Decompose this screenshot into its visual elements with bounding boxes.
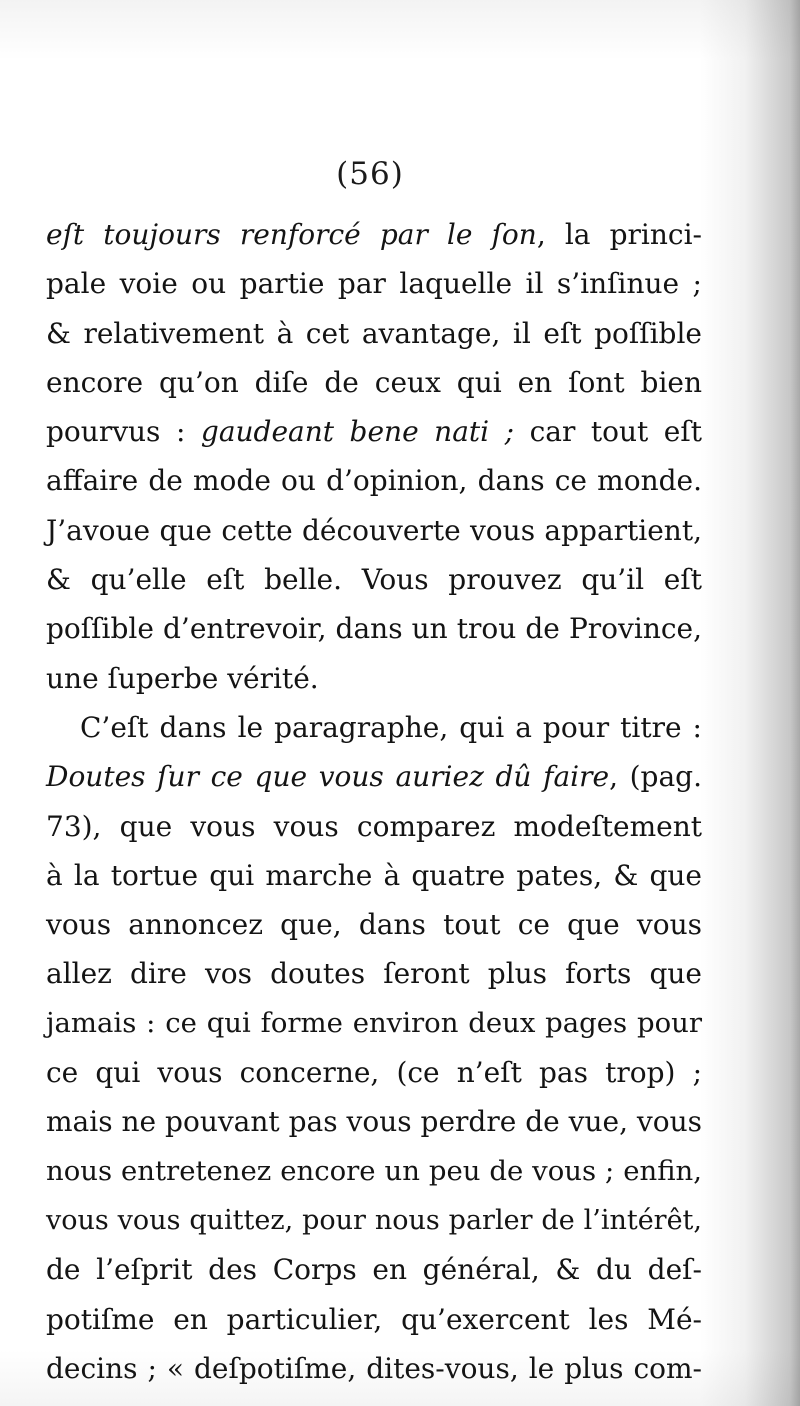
text-line <box>46 358 702 407</box>
text-line <box>46 949 702 998</box>
text-line <box>46 506 702 555</box>
text-line <box>46 900 702 949</box>
text-line <box>46 1097 702 1146</box>
text-line <box>46 604 702 653</box>
text-segment: une ſuperbe vérité. <box>46 661 319 695</box>
text-segment: nous entretenez encore un peu de vous ; enfin, <box>46 1154 702 1187</box>
text-line <box>46 1196 702 1245</box>
text-segment: affaire de mode ou d’opinion, dans ce monde. <box>46 464 702 498</box>
italic-text-segment: Doutes ſur ce que vous auriez dû faire <box>46 760 610 794</box>
text-line <box>46 555 702 604</box>
text-segment: pourvus : <box>46 415 201 449</box>
text-segment: C’eſt dans le paragraphe, qui a pour titre : <box>80 710 702 744</box>
text-segment: car tout eſt <box>514 415 702 449</box>
text-segment: vous vous quittez, pour nous parler de l’intérêt, <box>46 1204 702 1236</box>
text-segment: allez dire vos doutes ſeront plus forts que <box>46 957 702 991</box>
text-line <box>46 407 702 456</box>
text-line <box>46 456 702 505</box>
text-line <box>46 309 702 358</box>
text-line <box>46 1048 702 1097</box>
text-segment: mais ne pouvant pas vous perdre de vue, vous <box>46 1105 702 1139</box>
text-line <box>46 999 702 1048</box>
text-segment: J’avoue que cette découverte vous appartient, <box>46 513 702 547</box>
italic-text-segment: gaudeant bene nati ; <box>200 415 515 449</box>
text-segment: jamais : ce qui forme environ deux pages pour <box>46 1006 702 1039</box>
text-line <box>46 752 702 801</box>
body-text <box>46 210 702 1393</box>
italic-text-segment: eſt toujours renforcé par le ſon <box>46 218 537 251</box>
text-segment: , la princi- <box>536 218 702 251</box>
text-segment: vous annoncez que, dans tout ce que vous <box>46 908 702 942</box>
text-line <box>46 1245 702 1294</box>
text-line <box>46 210 702 259</box>
text-line <box>46 1295 702 1344</box>
text-segment: de l’eſprit des Corps en général, & du deſ- <box>46 1253 702 1287</box>
text-line <box>46 802 702 851</box>
text-segment: , (pag. <box>609 760 702 794</box>
text-line <box>46 851 702 900</box>
text-line <box>46 703 702 752</box>
text-segment: 73), que vous vous comparez modeſtement <box>46 809 702 843</box>
text-line <box>46 1147 702 1196</box>
text-segment: à la tortue qui marche à quatre pates, & que <box>46 858 702 892</box>
page-number: (56) <box>336 156 404 192</box>
text-segment: encore qu’on diſe de ceux qui en ſont bien <box>46 365 702 399</box>
text-line <box>46 1344 702 1393</box>
text-line <box>46 259 702 308</box>
text-line <box>46 654 702 703</box>
text-segment: decins ; « deſpotiſme, dites-vous, le plus com- <box>46 1351 702 1385</box>
text-segment: potiſme en particulier, qu’exercent les Mé- <box>46 1302 702 1336</box>
text-segment: & relativement à cet avantage, il eſt poſſible <box>46 316 702 350</box>
text-segment: pale voie ou partie par laquelle il s’inſinue ; <box>46 267 702 301</box>
text-segment: & qu’elle eſt belle. Vous prouvez qu’il eſt <box>46 563 702 597</box>
text-segment: poſſible d’entrevoir, dans un trou de Province, <box>46 612 702 646</box>
text-segment: ce qui vous concerne, (ce n’eſt pas trop) ; <box>46 1056 702 1090</box>
